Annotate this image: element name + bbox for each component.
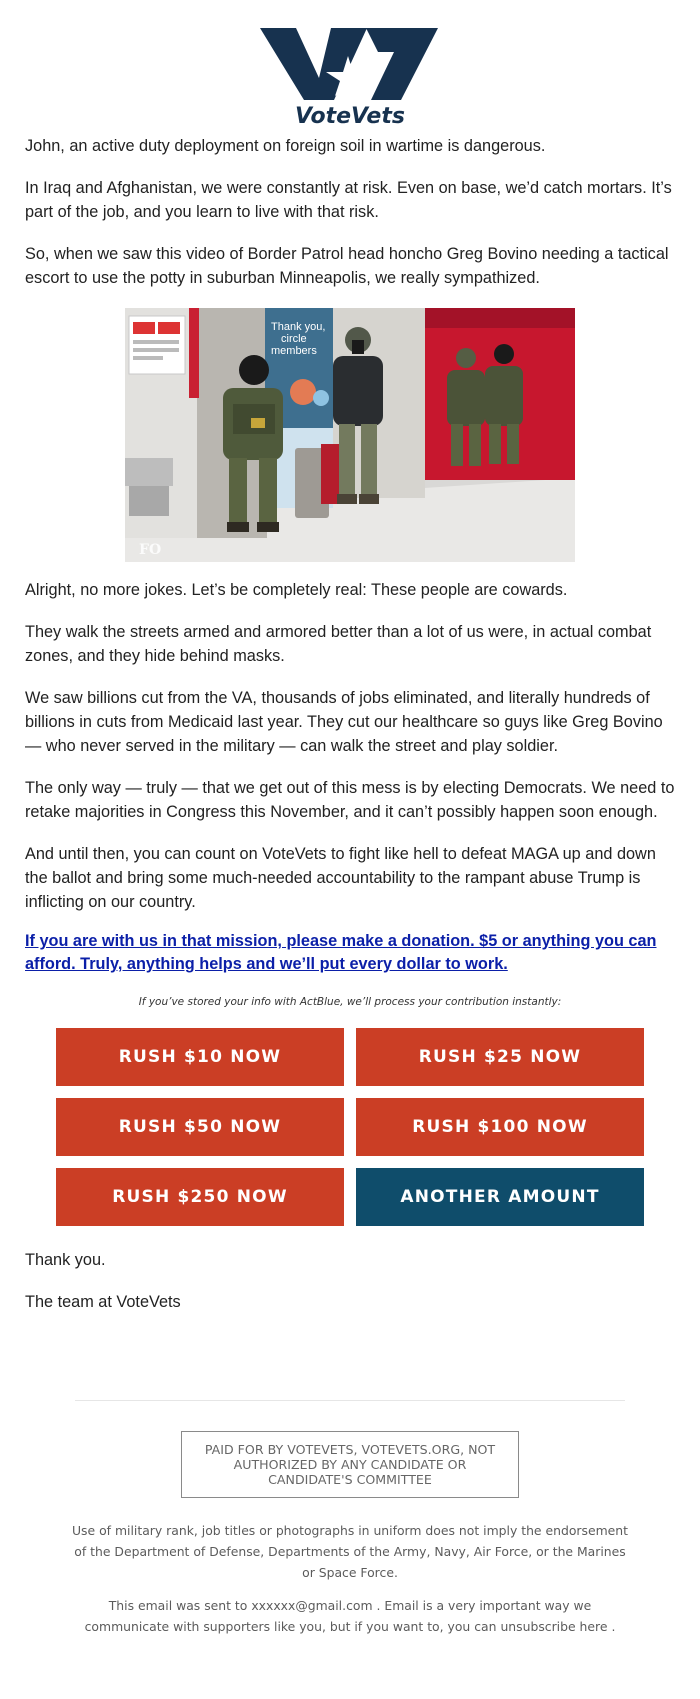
signoff-thanks: Thank you. [25,1251,106,1269]
sent-middle: . Email is a very important way we communicate with supporters like you, but if you want to, you can [84,1598,592,1634]
intro-paragraph-3: So, when we saw this video of Border Patrol head honcho Greg Bovino needing a tactical escort to use the potty in suburban Minneapolis, we really sympathized. [25,245,669,287]
rush-10-button[interactable]: RUSH $10 NOW [56,1028,344,1086]
video-watermark: FO [139,542,162,558]
sign-text-3: members [271,345,317,357]
intro-paragraph-2: In Iraq and Afghanistan, we were constantly at risk. Even on base, we’d catch mortars. It’s part of the job, and you learn to live with that risk. [25,179,672,221]
body-paragraph-4: The only way — truly — that we get out of this mess is by electing Democrats. We need to retake majorities in Congress this November, and it can’t possibly happen soon enough. [25,779,675,821]
email-body [0,134,700,1314]
sent-suffix: . [611,1619,616,1634]
votevets-logo[interactable] [260,28,440,134]
logo-wordmark: VoteVets [295,104,405,129]
intro-paragraph-1: John, an active duty deployment on foreign soil in wartime is dangerous. [25,137,546,155]
donation-cta-link[interactable]: If you are with us in that mission, please make a donation. $5 or anything you can afford. Truly, anything helps and we’ll put every dollar to work. [25,932,657,973]
rush-100-button[interactable]: RUSH $100 NOW [356,1098,644,1156]
sign-text-2: circle [281,333,307,345]
actblue-note: If you’ve stored your info with ActBlue, we’ll process your contribution instantly: [138,996,562,1008]
footer-divider [75,1400,625,1401]
recipient-email-link[interactable]: xxxxxx@gmail.com [251,1598,373,1613]
rush-50-button[interactable]: RUSH $50 NOW [56,1098,344,1156]
body-paragraph-2: They walk the streets armed and armored better than a lot of us were, in actual combat zones, and they hide behind masks. [25,623,652,665]
military-disclaimer: Use of military rank, job titles or photographs in uniform does not imply the endorsement of the Department of Defense, Departments of the Army, Navy, Air Force, or the Marines or Space Force. [71,1523,628,1580]
another-amount-button[interactable]: ANOTHER AMOUNT [356,1168,644,1226]
unsubscribe-link[interactable]: unsubscribe here [500,1619,608,1634]
signoff-team: The team at VoteVets [25,1293,181,1311]
body-paragraph-5: And until then, you can count on VoteVets to fight like hell to defeat MAGA up and down the ballot and bring some much-needed accountability to the rampant abuse Trump is inflicting on our country. [25,845,656,911]
sent-prefix: This email was sent to [108,1598,248,1613]
donation-button-grid [25,1028,675,1226]
rush-250-button[interactable]: RUSH $250 NOW [56,1168,344,1226]
paid-for-disclaimer: PAID FOR BY VOTEVETS, VOTEVETS.ORG, NOT AUTHORIZED BY ANY CANDIDATE OR CANDIDATE'S COMMITTEE [181,1431,519,1498]
rush-25-button[interactable]: RUSH $25 NOW [356,1028,644,1086]
body-paragraph-3: We saw billions cut from the VA, thousands of jobs eliminated, and literally hundreds of billions in cuts from Medicaid last year. They cut our healthcare so guys like Greg Bovino — who never served in the military — can walk the street and play soldier. [25,689,663,755]
body-paragraph-1: Alright, no more jokes. Let’s be completely real: These people are cowards. [25,581,568,599]
header-logo-area [0,0,700,134]
sent-to-notice [70,1595,630,1637]
hero-video-still[interactable] [125,308,575,562]
sign-text-1: Thank you, [271,321,326,333]
